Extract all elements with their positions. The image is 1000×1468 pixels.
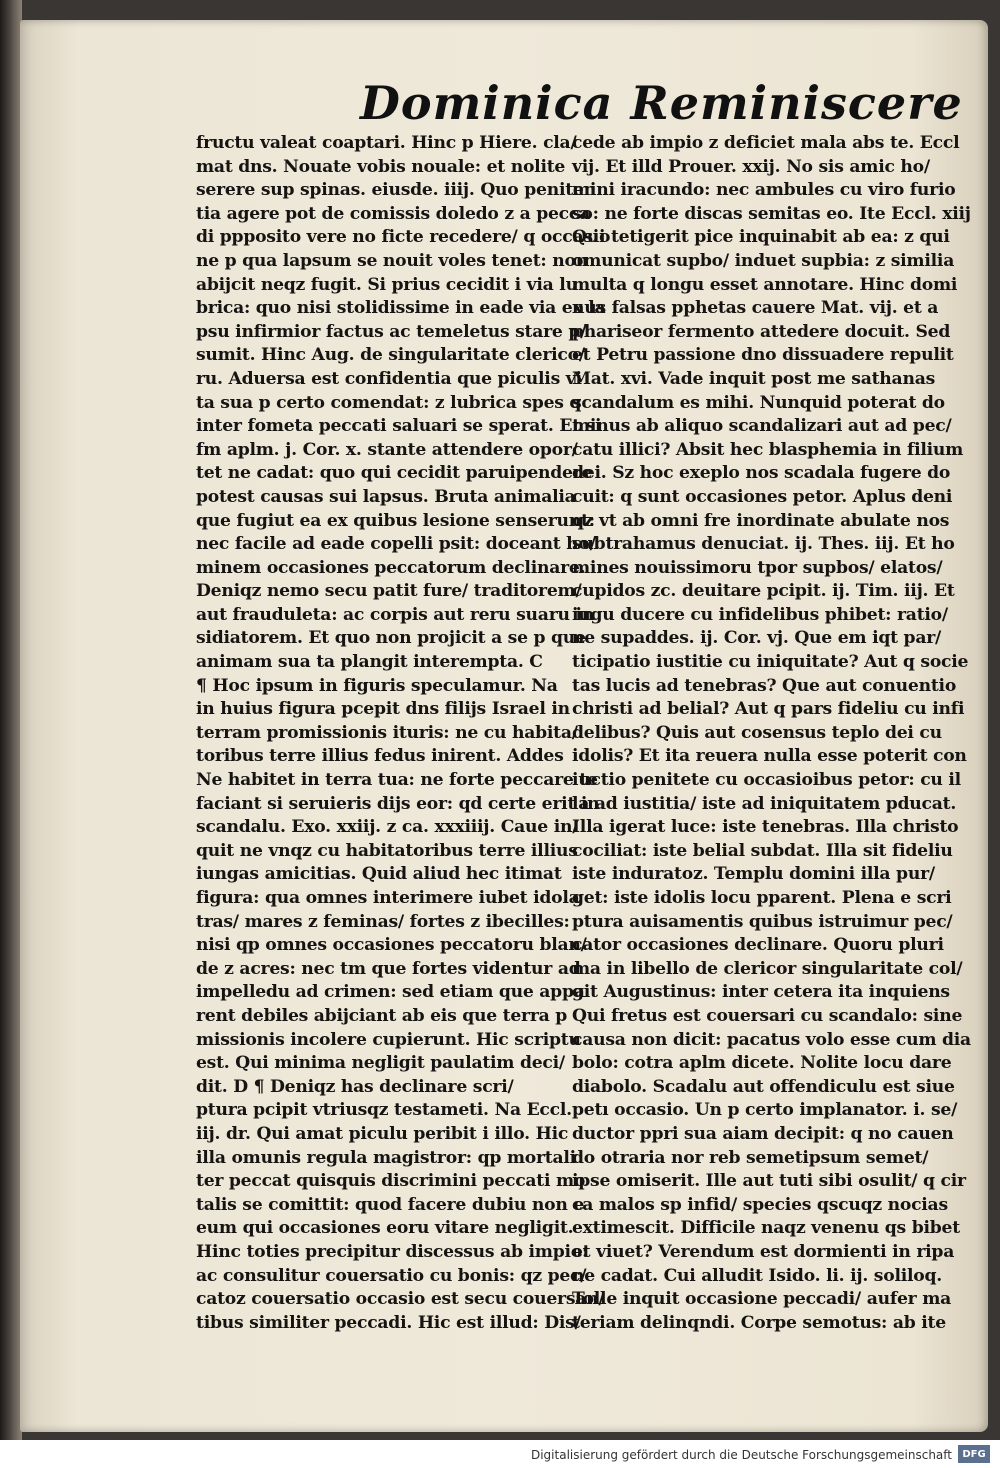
left-column-line: dit. D ¶ Deniqz has declinare scri/ [196, 1076, 514, 1097]
left-column-line: iungas amicitias. Quid aliud hec itimat [196, 864, 562, 885]
right-column-line: ticipatio iustitie cu iniquitate? Aut q socie [572, 652, 969, 673]
right-column-line: qz vt ab omni fre inordinate abulate nos [572, 510, 950, 531]
left-column-line: Deniqz nemo secu patit fure/ traditorem/ [196, 581, 582, 602]
left-column-line: figura: qua omnes interimere iubet idola [196, 888, 580, 908]
text-column-right [572, 132, 971, 1335]
right-column-line: iste induratoz. Templu domini illa pur/ [572, 864, 935, 885]
left-column-line: de z acres: nec tm que fortes videntur ad [196, 958, 581, 979]
left-column-line: tet ne cadat: quo qui cecidit paruipendere [196, 463, 593, 484]
right-column-line: do otraria nor reb semetipsum semet/ [572, 1147, 929, 1168]
right-column-line: ca malos sp infid/ species qscuqz nocias [572, 1194, 948, 1215]
left-column-line: scandalu. Exo. xxiij. z ca. xxxiiij. Caue in/ [196, 817, 579, 838]
right-column-line: idolis? Et ita reuera nulla esse poterit con [572, 746, 967, 767]
right-column-line: christi ad belial? Aut q pars fideliu cu infi [572, 699, 965, 720]
left-column-line: missionis incolere cupierunt. Hic scriptu [196, 1029, 581, 1050]
right-column-line: ductor ppri sua aiam decipit: q no cauen [572, 1123, 954, 1144]
footer-bar [0, 1440, 1000, 1468]
left-column-line: tras/ mares z feminas/ fortes z ibecilles: [196, 911, 570, 932]
left-column-line: fructu valeat coaptari. Hinc p Hiere. cla/ [196, 133, 577, 153]
left-column-line: ter peccat quisquis discrimini peccati mo [196, 1171, 586, 1192]
left-column-line: nisi qp omnes occasiones peccatoru blan/ [196, 935, 587, 956]
right-column-line: petı occasio. Un p certo implanator. i. se/ [572, 1100, 958, 1121]
left-column-line: inter fometa peccati saluari se sperat. Et si [196, 416, 602, 437]
right-column-line: cuit: q sunt occasiones petor. Aplus deni [572, 486, 953, 507]
left-column-line: eum qui occasiones eoru vitare negligit. [196, 1218, 574, 1239]
left-column-line: Hinc toties precipitur discessus ab impio: [196, 1241, 589, 1262]
right-column-line: ptura auisamentis quibus istruimur pec/ [572, 911, 953, 932]
left-column-line: aut frauduleta: ac corpis aut reru suaru in [196, 604, 594, 625]
left-column-line: talis se comittit: quod facere dubiu non e [196, 1194, 585, 1215]
right-column-line: bolo: cotra aplm dicete. Nolite locu dare [572, 1053, 952, 1074]
right-column-line: ne supaddes. ij. Cor. vj. Que em iqt par/ [572, 628, 942, 649]
right-column-line: iugu ducere cu infidelibus phibet: ratio/ [572, 604, 948, 625]
right-column-line: multa q longu esset annotare. Hinc domi [572, 274, 958, 295]
left-column-line: catoz couersatio occasio est secu couersan/ [196, 1289, 605, 1310]
left-column-line: tia agere pot de comissis doledo z a pecca [196, 203, 590, 224]
right-column-line: minus ab aliquo scandalizari aut ad pec/ [572, 416, 952, 437]
left-column-line: serere sup spinas. eiusde. iiij. Quo peniten [196, 180, 596, 201]
left-column-line: brica: quo nisi stolidissime in eade via ex la [196, 298, 606, 319]
left-column-line: ne p qua lapsum se nouit voles tenet: non [196, 250, 588, 271]
left-column-line: que fugiut ea ex quibus lesione senserunt: [196, 510, 595, 531]
right-column-line: dei. Sz hoc exeplo nos scadala fugere do [572, 463, 951, 484]
left-column-line: quit ne vnqz cu habitatoribus terre illius [196, 840, 578, 861]
left-column-line: abijcit neqz fugit. Si prius cecidit i via lu [196, 274, 578, 295]
left-column-line: impelledu ad crimen: sed etiam que appa [196, 982, 585, 1003]
right-column-line: et Petru passione dno dissuadere repulit [572, 345, 954, 366]
left-column-line: fm aplm. j. Cor. x. stante attendere opor/ [196, 439, 578, 460]
right-column-line: scandalum es mihi. Nunquid poterat do [572, 392, 945, 413]
right-column-line: nus falsas pphetas cauere Mat. vij. et a [572, 298, 939, 319]
right-column-line: la ad iustitia/ iste ad iniquitatem pducat. [572, 793, 957, 814]
right-column-line: vij. Et illd Prouer. xxij. No sis amic ho/ [572, 156, 930, 177]
right-column-line: mines nouissimoru tpor supbos/ elatos/ [572, 557, 943, 578]
right-column-line: tas lucis ad tenebras? Que aut conuentio [572, 675, 957, 696]
left-column-line: animam sua ta plangit interempta. C [196, 652, 543, 673]
text-column-left [196, 132, 611, 1335]
left-column-line: ac consulitur couersatio cu bonis: qz pec/ [196, 1265, 587, 1286]
right-column-line: get: iste idolis locu pparent. Plena e scri [572, 888, 952, 908]
dfg-logo: DFG [958, 1445, 990, 1463]
left-column-line: minem occasiones peccatorum declinare. [196, 557, 586, 578]
right-column-line: cupidos zc. deuitare pcipit. ij. Tim. iij. Et [572, 581, 955, 602]
left-column-line: iij. dr. Qui amat piculu peribit i illo. Hic [196, 1123, 569, 1144]
left-column-line: nec facile ad eade copelli psit: doceant ho/ [196, 534, 596, 555]
right-column-line: ma in libello de clericor singularitate col/ [572, 958, 963, 979]
left-column-line: di ppposito vere no ficte recedere/ q occasio [196, 227, 611, 248]
right-column-line: et viuet? Verendum est dormienti in ripa [572, 1241, 955, 1262]
right-column-line: subtrahamus denuciat. ij. Thes. iij. Et ho [572, 534, 955, 555]
left-column-line: ptura pcipit vtriusqz testameti. Na Eccl. [196, 1100, 572, 1121]
right-column-line: diabolo. Scadalu aut offendiculu est siue [572, 1076, 955, 1097]
right-column-line: omunicat supbo/ induet supbia: z similia [572, 250, 955, 271]
funding-credit: Digitalisierung gefördert durch die Deutsche Forschungsgemeinschaft [530, 1448, 952, 1462]
left-column-line: tibus similiter peccadi. Hic est illud: Dis/ [196, 1312, 581, 1333]
right-column-line: ipse omiserit. Ille aut tuti sibi osulit/ q cir [572, 1171, 966, 1192]
left-column-line: Ne habitet in terra tua: ne forte peccare te [196, 770, 598, 791]
left-column-line: ¶ Hoc ipsum in figuris speculamur. Na [196, 675, 558, 696]
right-column-line: iuctio penitete cu occasioibus petor: cu il [572, 770, 961, 791]
left-column-line: est. Qui minima negligit paulatim deci/ [196, 1053, 565, 1074]
right-column-line: Tolle inquit occasione peccadi/ aufer ma [572, 1289, 952, 1310]
right-column-line: mini iracundo: nec ambules cu viro furio [572, 180, 956, 201]
left-column-line: illa omunis regula magistror: qp mortali [196, 1147, 576, 1168]
right-column-line: cator occasiones declinare. Quoru pluri [572, 935, 944, 956]
right-column-line: ne cadat. Cui alludit Isido. li. ij. soliloq. [572, 1265, 943, 1286]
right-column-line: Qui tetigerit pice inquinabit ab ea: z qui [572, 227, 950, 248]
right-column-line: Mat. xvi. Vade inquit post me sathanas [572, 368, 936, 389]
left-column-line: ta sua p certo comendat: z lubrica spes q [196, 392, 582, 413]
left-column-line: toribus terre illius fedus inirent. Addes [196, 746, 564, 767]
right-column-line: delibus? Quis aut cosensus teplo dei cu [572, 722, 942, 743]
left-column-line: ru. Aduersa est confidentia que piculis vi [196, 368, 582, 389]
left-column-line: rent debiles abijciant ab eis que terra p [196, 1005, 568, 1026]
left-column-line: terram promissionis ituris: ne cu habita/ [196, 722, 578, 743]
book-spine-edge [0, 0, 22, 1440]
left-column-line: sidiatorem. Et quo non projicit a se p que [196, 628, 586, 649]
left-column-line: psu infirmior factus ac temeletus stare p/ [196, 321, 587, 342]
right-column-line: git Augustinus: inter cetera ita inquiens [572, 982, 950, 1003]
page-title: Dominica Reminiscere [360, 76, 963, 130]
right-column-line: phariseor fermento attedere docuit. Sed [572, 321, 951, 342]
right-column-line: so: ne forte discas semitas eo. Ite Eccl. xiij [572, 203, 971, 224]
left-column-line: potest causas sui lapsus. Bruta animalia [196, 486, 576, 507]
left-column-line: mat dns. Nouate vobis nouale: et nolite [196, 156, 566, 177]
left-column-line: in huius figura pcepit dns filijs Israel in [196, 699, 570, 720]
right-column-line: catu illici? Absit hec blasphemia in filium [572, 439, 964, 460]
right-column-line: Illa igerat luce: iste tenebras. Illa christo [572, 817, 959, 838]
right-column-line: cede ab impio z deficiet mala abs te. Eccl [572, 133, 960, 153]
left-column-line: faciant si seruieris dijs eor: qd certe erit in [196, 793, 600, 814]
right-column-line: teriam delinqndi. Corpe semotus: ab ite [572, 1312, 946, 1333]
right-column-line: causa non dicit: pacatus volo esse cum dia [572, 1029, 971, 1050]
right-column-line: Qui fretus est couersari cu scandalo: sine [572, 1005, 963, 1026]
right-column-line: extimescit. Difficile naqz venenu qs bibet [572, 1218, 960, 1239]
right-column-line: cociliat: iste belial subdat. Illa sit fideliu [572, 840, 953, 861]
left-column-line: sumit. Hinc Aug. de singularitate clerico/ [196, 345, 585, 366]
